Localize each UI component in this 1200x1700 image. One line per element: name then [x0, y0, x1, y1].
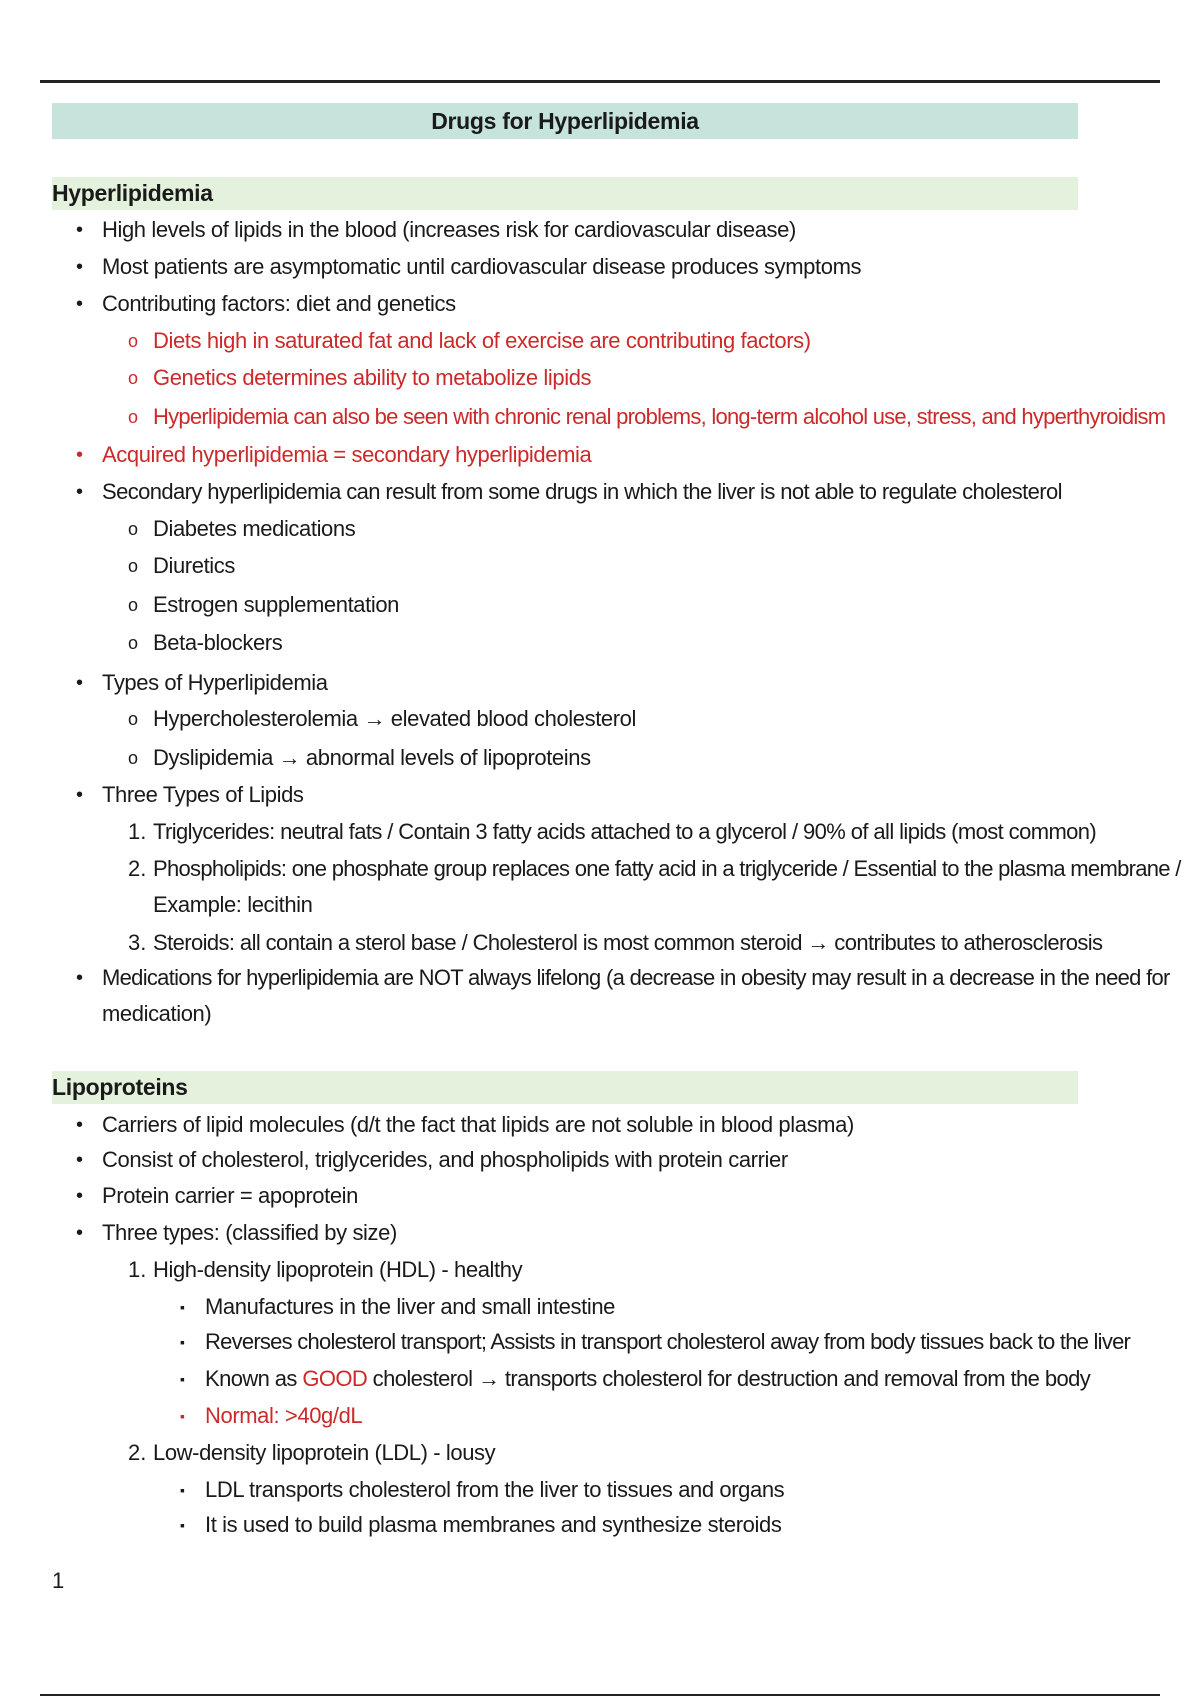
numbered-item-ldl: Low-density lipoprotein (LDL) - lousy	[153, 1440, 496, 1465]
circle-marker: o	[128, 331, 139, 351]
list-item-continuation: medication)	[102, 1001, 212, 1026]
bullet-marker: •	[76, 1185, 84, 1207]
list-item: Most patients are asymptomatic until cardiovascular disease produces symptoms	[102, 254, 862, 279]
sub-list-item: It is used to build plasma membranes and synthesize steroids	[205, 1512, 782, 1537]
section-heading-hyperlipidemia: Hyperlipidemia	[52, 177, 1078, 210]
sub-list-item: Dyslipidemia → abnormal levels of lipoproteins	[153, 745, 591, 770]
circle-marker: o	[128, 748, 139, 768]
number-marker: 1.	[128, 1257, 147, 1282]
sub-list-item: Diuretics	[153, 553, 235, 578]
hdl-known-as-rest: cholesterol → transports cholesterol for destruction and removal from the body	[367, 1366, 1091, 1391]
number-marker: 3.	[128, 930, 147, 955]
square-marker: ▪	[180, 1482, 185, 1498]
circle-marker: o	[128, 368, 139, 388]
bullet-marker: •	[76, 967, 84, 989]
bullet-marker: •	[76, 219, 84, 241]
number-marker: 2.	[128, 1440, 147, 1465]
sub-list-item: Hyperlipidemia can also be seen with chronic renal problems, long-term alcohol use, stress, and hyperthyroidism	[153, 404, 1166, 429]
circle-marker: o	[128, 595, 139, 615]
circle-marker: o	[128, 709, 139, 729]
numbered-item-hdl: High-density lipoprotein (HDL) - healthy	[153, 1257, 523, 1282]
circle-marker: o	[128, 407, 139, 427]
list-item: Contributing factors: diet and genetics	[102, 291, 456, 316]
numbered-item: Triglycerides: neutral fats / Contain 3 fatty acids attached to a glycerol / 90% of all lipids (most common)	[153, 819, 1097, 844]
list-item: Acquired hyperlipidemia = secondary hyperlipidemia	[102, 442, 592, 467]
bullet-marker: •	[76, 444, 84, 466]
circle-marker: o	[128, 556, 139, 576]
circle-marker: o	[128, 519, 139, 539]
top-rule	[40, 80, 1160, 83]
bottom-rule	[40, 1694, 1160, 1696]
document-title: Drugs for Hyperlipidemia	[52, 103, 1078, 139]
sub-list-item: Genetics determines ability to metabolize lipids	[153, 365, 592, 390]
sub-list-item: Diets high in saturated fat and lack of exercise are contributing factors)	[153, 328, 811, 353]
list-item: Three types: (classified by size)	[102, 1220, 397, 1245]
list-item: Protein carrier = apoprotein	[102, 1183, 359, 1208]
section-heading-lipoproteins: Lipoproteins	[52, 1071, 1078, 1104]
sub-list-item: Manufactures in the liver and small intestine	[205, 1294, 615, 1319]
list-item: Secondary hyperlipidemia can result from some drugs in which the liver is not able to regulate cholesterol	[102, 479, 1062, 504]
bullet-marker: •	[76, 481, 84, 503]
bullet-marker: •	[76, 672, 84, 694]
sub-list-item: LDL transports cholesterol from the liver to tissues and organs	[205, 1477, 785, 1502]
number-marker: 2.	[128, 856, 147, 881]
list-item: Three Types of Lipids	[102, 782, 304, 807]
bullet-marker: •	[76, 1149, 84, 1171]
numbered-item-continuation: Example: lecithin	[153, 892, 313, 917]
list-item: Types of Hyperlipidemia	[102, 670, 328, 695]
hdl-known-as-text: Known as	[205, 1366, 303, 1391]
sub-list-item: Normal: >40g/dL	[205, 1403, 363, 1428]
sub-list-item: Reverses cholesterol transport; Assists in transport cholesterol away from body tissues back to the liver	[205, 1329, 1131, 1354]
bullet-marker: •	[76, 293, 84, 315]
square-marker: ▪	[180, 1299, 185, 1315]
square-marker: ▪	[180, 1371, 185, 1387]
list-item: Medications for hyperlipidemia are NOT always lifelong (a decrease in obesity may result in a decrease in the need for	[102, 965, 1170, 990]
number-marker: 1.	[128, 819, 147, 844]
page-number: 1	[52, 1568, 65, 1593]
sub-list-item: Estrogen supplementation	[153, 592, 400, 617]
bullet-marker: •	[76, 1222, 84, 1244]
bullet-marker: •	[76, 1114, 84, 1136]
sub-list-item: Diabetes medications	[153, 516, 356, 541]
square-marker: ▪	[180, 1334, 185, 1350]
bullet-marker: •	[76, 256, 84, 278]
list-item: Carriers of lipid molecules (d/t the fact that lipids are not soluble in blood plasma)	[102, 1112, 854, 1137]
good-highlight: GOOD	[302, 1366, 368, 1391]
sub-list-item: Hypercholesterolemia → elevated blood cholesterol	[153, 706, 637, 731]
circle-marker: o	[128, 633, 139, 653]
sub-list-item	[205, 1364, 1090, 1394]
bullet-marker: •	[76, 784, 84, 806]
square-marker: ▪	[180, 1517, 185, 1533]
sub-list-item: Beta-blockers	[153, 630, 283, 655]
list-item: High levels of lipids in the blood (increases risk for cardiovascular disease)	[102, 217, 796, 242]
numbered-item: Phospholipids: one phosphate group replaces one fatty acid in a triglyceride / Essential to the plasma membrane /	[153, 856, 1181, 881]
numbered-item: Steroids: all contain a sterol base / Cholesterol is most common steroid → contributes to atherosclerosis	[153, 930, 1103, 955]
square-marker: ▪	[180, 1408, 185, 1424]
list-item: Consist of cholesterol, triglycerides, and phospholipids with protein carrier	[102, 1147, 788, 1172]
